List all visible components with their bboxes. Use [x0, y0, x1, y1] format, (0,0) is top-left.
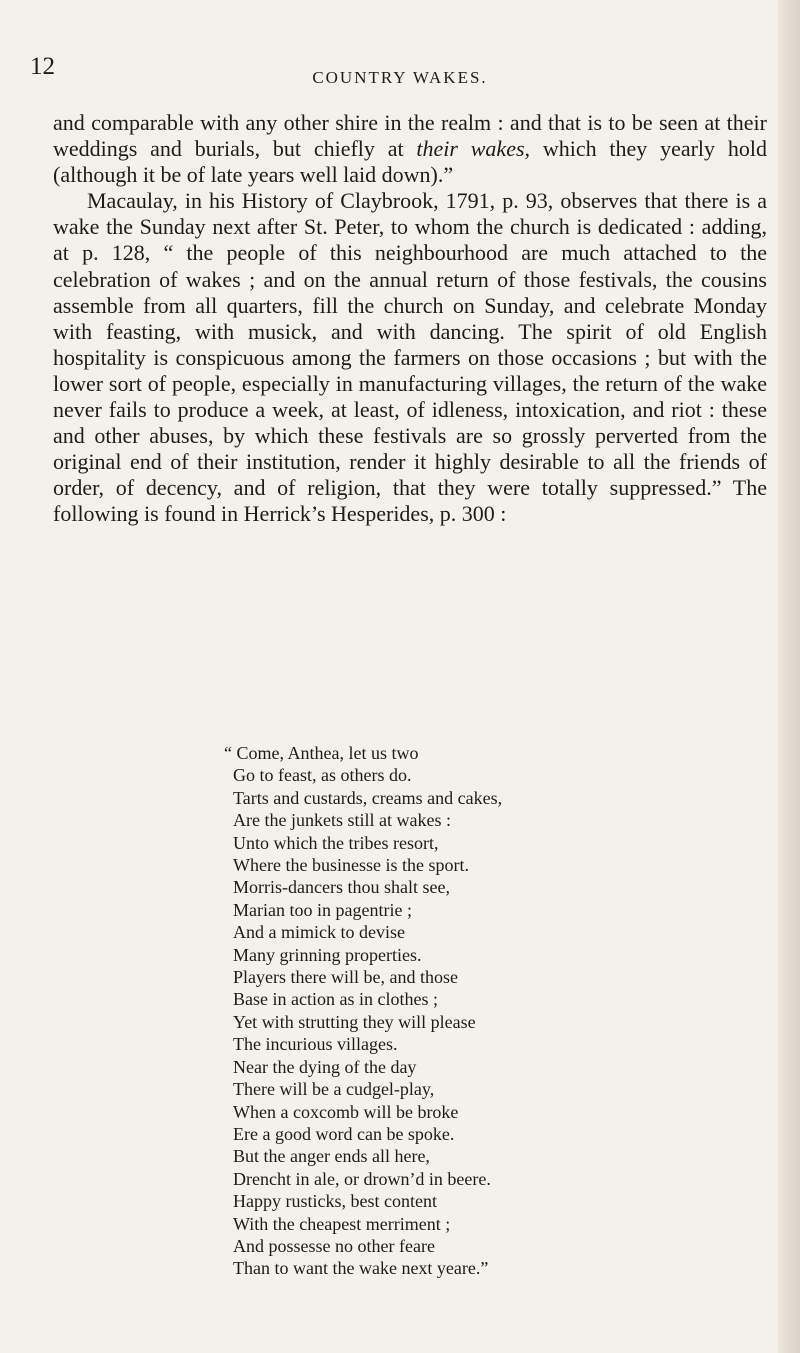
- page-number: 12: [30, 53, 55, 80]
- verse-line: Are the junkets still at wakes :: [233, 810, 451, 831]
- verse-line: And possesse no other feare: [233, 1235, 435, 1256]
- verse-line: Unto which the tribes resort,: [233, 832, 439, 853]
- verse-line: Marian too in pagentrie ;: [233, 899, 412, 920]
- verse-line: Morris-dancers thou shalt see,: [233, 877, 450, 898]
- verse-line: Near the dying of the day: [233, 1056, 417, 1077]
- verse-line: There will be a cudgel-play,: [233, 1079, 435, 1100]
- verse-line: Where the businesse is the sport.: [233, 855, 469, 876]
- paragraph-1-text-b: which they yearly hold (although it be of late years well laid down).”: [53, 136, 767, 188]
- paragraph-1-italic: their wakes,: [416, 136, 531, 162]
- verse-line: Ere a good word can be spoke.: [233, 1123, 455, 1144]
- paragraph-1: [53, 110, 767, 188]
- paragraph-1-text-a: and comparable with any other shire in the realm : and that is to be seen at their weddings and burials, but chiefly at: [53, 110, 767, 162]
- verse-quotation: [224, 742, 753, 1280]
- verse-line: “ Come, Anthea, let us two: [224, 743, 419, 763]
- body-text: [53, 110, 767, 528]
- verse-line: Go to feast, as others do.: [233, 765, 412, 786]
- verse-line: The incurious villages.: [233, 1034, 398, 1055]
- verse-line: Many grinning properties.: [233, 944, 422, 965]
- verse-line: Tarts and custards, creams and cakes,: [233, 787, 503, 808]
- verse-line: When a coxcomb will be broke: [233, 1101, 459, 1122]
- verse-line: But the anger ends all here,: [233, 1146, 430, 1167]
- verse-line: Than to want the wake next yeare.”: [233, 1258, 489, 1279]
- running-head: COUNTRY WAKES.: [312, 68, 488, 87]
- verse-line: And a mimick to devise: [233, 922, 405, 943]
- verse-line: Base in action as in clothes ;: [233, 989, 438, 1010]
- verse-line: Drencht in ale, or drown’d in beere.: [233, 1168, 491, 1189]
- paragraph-2: Macaulay, in his History of Claybrook, 1791, p. 93, observes that there is a wake the Sunday next after St. Peter, to whom the church is dedicated : adding, at p. 128, “ the people of this neighbourhood are much attached to the celebration of wakes ; and on the annual return of those festivals, the cousins assemble from all quarters, fill the church on Sunday, and celebrate Monday with feasting, with musick, and with dancing. The spirit of old English hospitality is conspicuous among the farmers on those occasions ; but with the lower sort of people, especially in manufacturing villages, the return of the wake never fails to produce a week, at least, of idleness, intoxication, and riot : these and other abuses, by which these festivals are so grossly perverted from the original end of their institution, render it highly desirable to all the friends of order, of decency, and of religion, that they were totally suppressed.” The following is found in Herrick’s Hesperides, p. 300 :: [53, 188, 767, 527]
- verse-line: With the cheapest merriment ;: [233, 1213, 451, 1234]
- verse-line: Players there will be, and those: [233, 967, 458, 988]
- page-edge-shadow: [778, 0, 800, 1353]
- verse-line: Happy rusticks, best content: [233, 1191, 437, 1212]
- verse-line: Yet with strutting they will please: [233, 1011, 476, 1032]
